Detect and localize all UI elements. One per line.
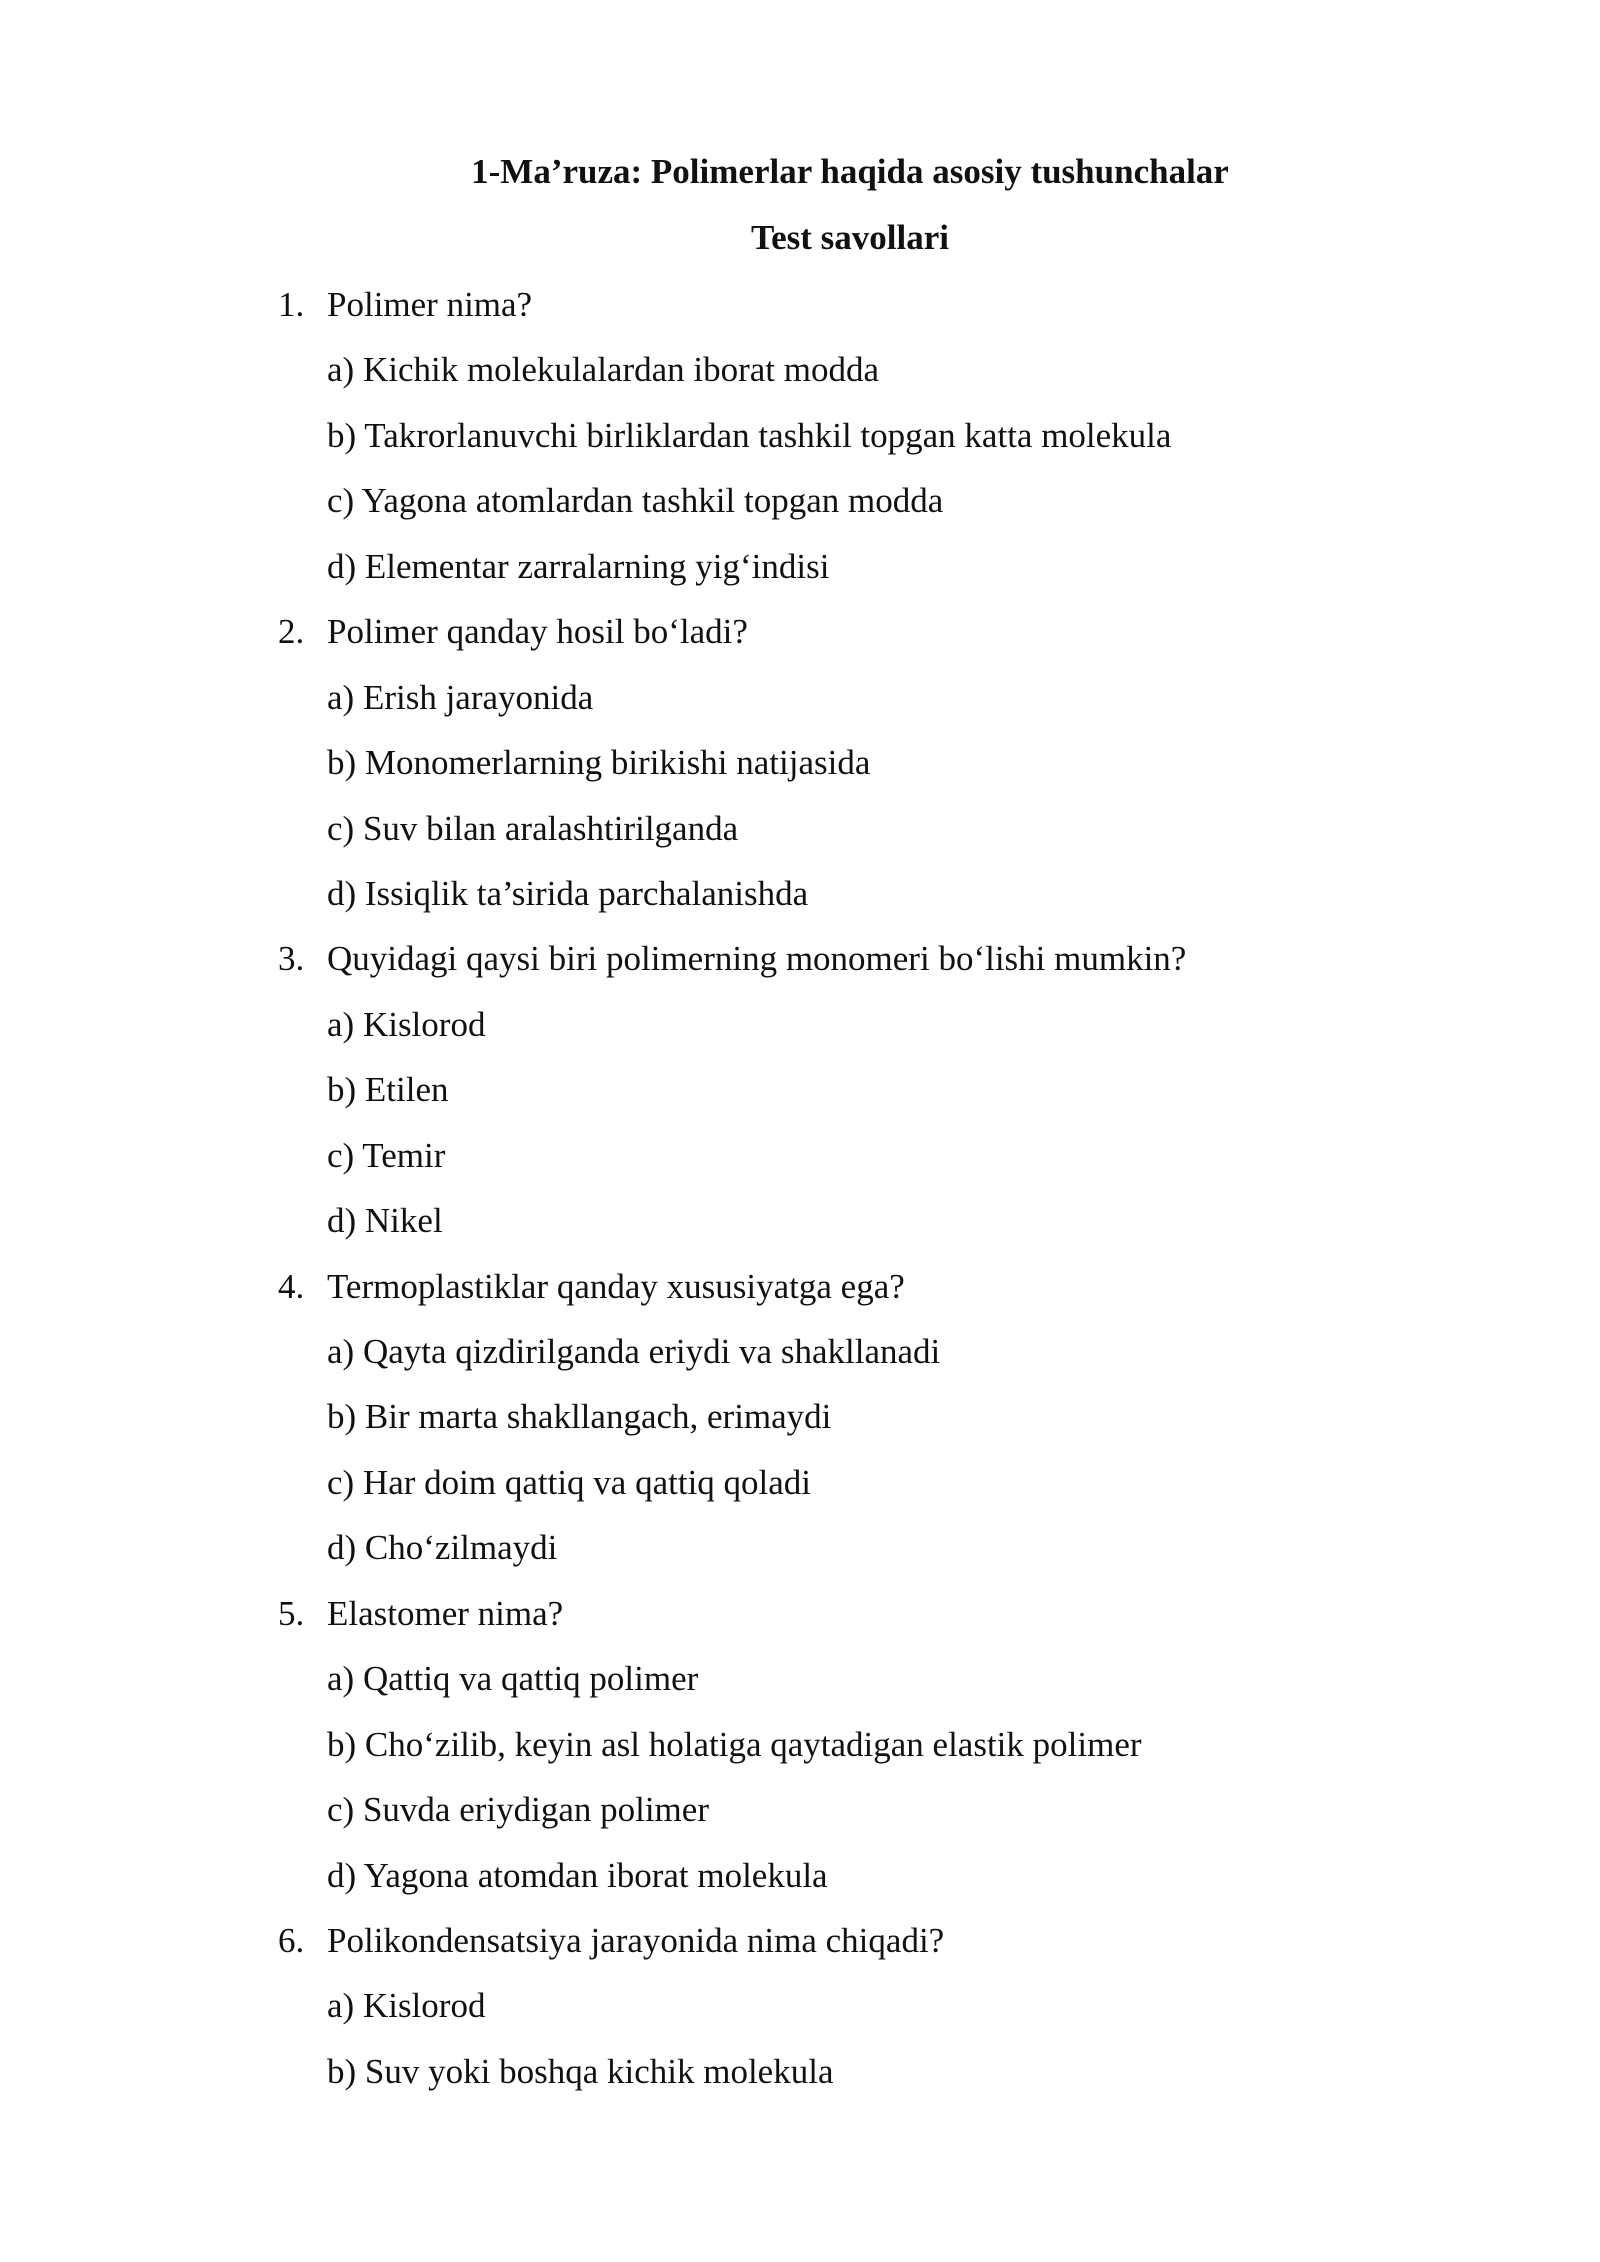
question-text: Quyidagi qaysi biri polimerning monomeri bo‘lishi mumkin? <box>327 939 1187 979</box>
option-text: d) Nikel <box>327 1201 443 1241</box>
answer-option <box>0 1725 1600 1790</box>
option-text: a) Kichik molekulalardan iborat modda <box>327 350 880 390</box>
answer-option <box>0 1136 1600 1201</box>
option-text: c) Yagona atomlardan tashkil topgan modda <box>327 481 944 521</box>
question-line <box>0 612 1600 677</box>
answer-option <box>0 1201 1600 1266</box>
option-text: a) Erish jarayonida <box>327 677 594 717</box>
option-text: a) Qayta qizdirilganda eriydi va shakllanadi <box>327 1332 941 1371</box>
answer-option <box>0 1332 1600 1397</box>
question-line <box>0 1921 1600 1986</box>
answer-option <box>0 547 1600 612</box>
question-2 <box>0 612 1600 939</box>
question-line <box>0 1267 1600 1332</box>
answer-option <box>0 1070 1600 1135</box>
question-line <box>0 285 1600 350</box>
option-text: a) Kislorod <box>327 1004 486 1044</box>
answer-option <box>0 1659 1600 1724</box>
option-text: b) Monomerlarning birikishi natijasida <box>327 743 871 783</box>
section-title: Test savollari <box>750 218 950 257</box>
answer-option <box>0 809 1600 874</box>
question-6 <box>0 1921 1600 2117</box>
option-text: c) Temir <box>327 1135 446 1175</box>
question-line <box>0 939 1600 1004</box>
option-text: a) Qattiq va qattiq polimer <box>327 1659 699 1699</box>
question-number: 6. <box>278 1920 305 1960</box>
question-number: 4. <box>278 1266 305 1306</box>
option-text: c) Suv bilan aralashtirilganda <box>327 808 739 848</box>
option-text: b) Suv yoki boshqa kichik molekula <box>327 2051 834 2091</box>
answer-option <box>0 743 1600 808</box>
question-text: Elastomer nima? <box>327 1593 564 1633</box>
question-3 <box>0 939 1600 1266</box>
question-1 <box>0 285 1600 612</box>
option-text: b) Cho‘zilib, keyin asl holatiga qaytadigan elastik polimer <box>327 1724 1142 1764</box>
option-text: b) Bir marta shakllangach, erimaydi <box>327 1397 832 1437</box>
answer-option <box>0 481 1600 546</box>
answer-option <box>0 1463 1600 1528</box>
answer-option <box>0 2052 1600 2117</box>
question-4 <box>0 1267 1600 1594</box>
option-text: d) Cho‘zilmaydi <box>327 1528 558 1568</box>
answer-option <box>0 416 1600 481</box>
option-text: a) Kislorod <box>327 1986 486 2026</box>
option-text: c) Suvda eriydigan polimer <box>327 1790 709 1830</box>
question-text: Termoplastiklar qanday xususiyatga ega? <box>327 1266 905 1306</box>
option-text: d) Issiqlik ta’sirida parchalanishda <box>327 873 809 913</box>
answer-option <box>0 1790 1600 1855</box>
option-text: b) Takrorlanuvchi birliklardan tashkil topgan katta molekula <box>327 415 1172 455</box>
answer-option <box>0 1986 1600 2051</box>
answer-option <box>0 1397 1600 1462</box>
option-text: d) Yagona atomdan iborat molekula <box>327 1855 828 1895</box>
answer-option <box>0 350 1600 415</box>
question-text: Polimer nima? <box>327 285 533 324</box>
question-line <box>0 1594 1600 1659</box>
question-number: 5. <box>278 1593 305 1633</box>
question-number: 2. <box>278 612 305 652</box>
question-text: Polikondensatsiya jarayonida nima chiqadi? <box>327 1920 945 1960</box>
answer-option <box>0 1528 1600 1593</box>
question-number: 3. <box>278 939 305 979</box>
option-text: c) Har doim qattiq va qattiq qoladi <box>327 1462 812 1502</box>
question-text: Polimer qanday hosil bo‘ladi? <box>327 612 748 652</box>
answer-option <box>0 874 1600 939</box>
answer-option <box>0 1856 1600 1921</box>
question-list <box>0 285 1600 2117</box>
option-text: b) Etilen <box>327 1070 449 1110</box>
question-number: 1. <box>278 285 305 324</box>
lecture-title: 1-Ma’ruza: Polimerlar haqida asosiy tushunchalar <box>471 152 1229 191</box>
answer-option <box>0 1005 1600 1070</box>
option-text: d) Elementar zarralarning yig‘indisi <box>327 546 830 586</box>
question-5 <box>0 1594 1600 1921</box>
answer-option <box>0 678 1600 743</box>
